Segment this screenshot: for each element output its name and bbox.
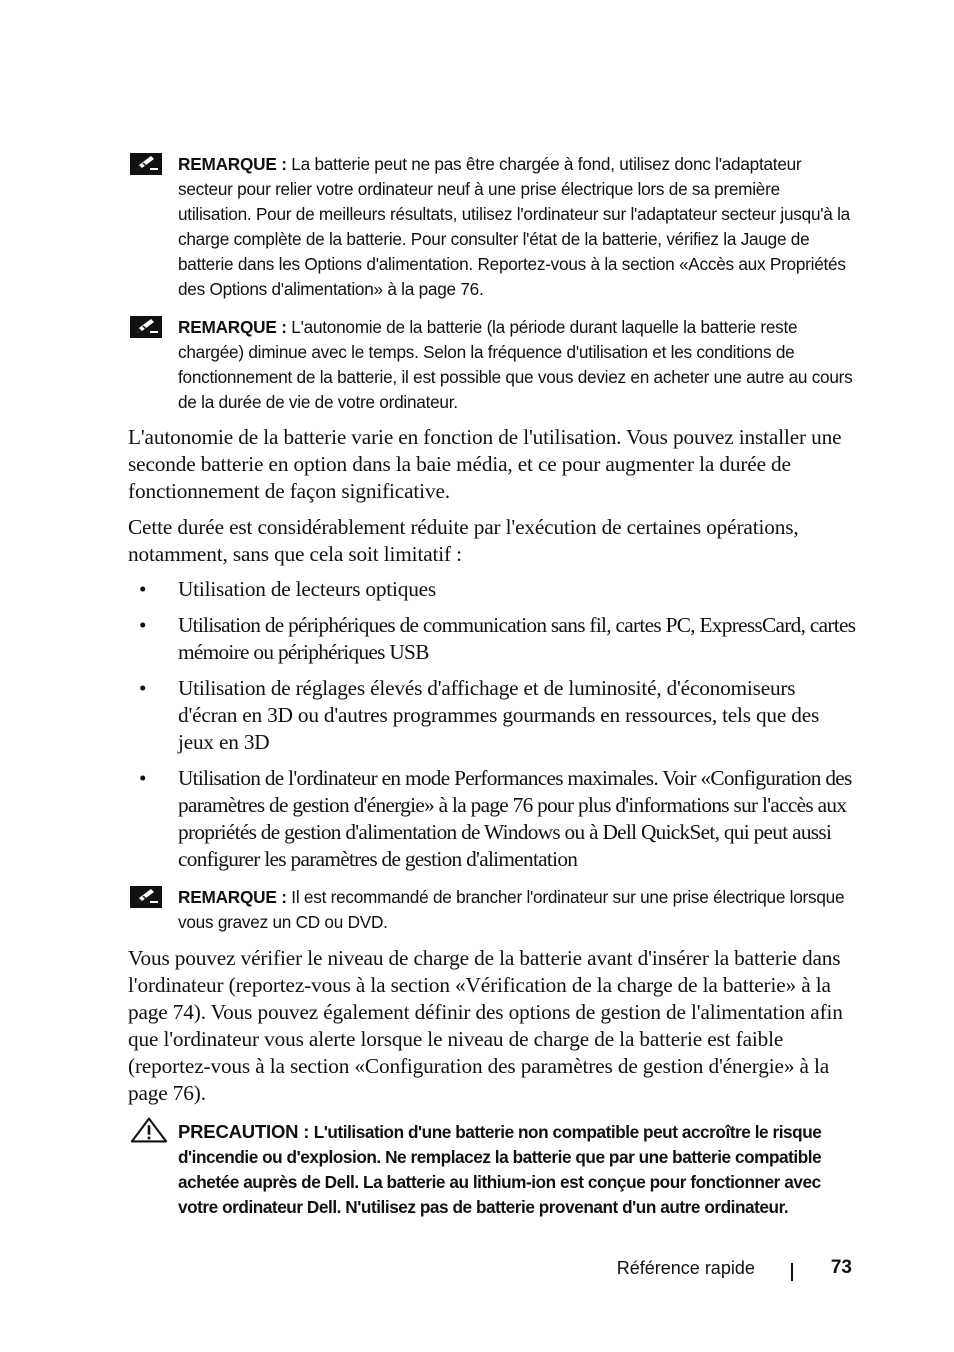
page-footer xyxy=(617,1256,852,1280)
warning-triangle-icon xyxy=(130,1116,168,1144)
paragraph-reduction: Cette durée est considérablement réduite par l'exécution de certaines opérations, notamment, sans que cela soit limitatif : xyxy=(128,515,799,566)
caution-body: L'utilisation d'une batterie non compatible peut accroître le risque d'incendie ou d'explosion. Ne remplacez la batterie que par une batterie compatible achetée auprès de Dell. La batterie au lithium-ion est conçue pour fonctionner avec votre ordinateur Dell. N'utilisez pas de batterie provenant d'un autre ordinateur. xyxy=(178,1122,822,1217)
caution-block xyxy=(130,1119,856,1220)
note-label: REMARQUE : xyxy=(178,317,287,337)
note-body: L'autonomie de la batterie (la période durant laquelle la batterie reste chargée) diminue avec le temps. Selon la fréquence d'utilisation et les conditions de fonctionnement de la batterie, il est possible que vous deviez en acheter une autre au cours de la durée de vie de votre ordinateur. xyxy=(178,317,853,412)
list-item xyxy=(128,675,856,756)
paragraph-charge-check: Vous pouvez vérifier le niveau de charge de la batterie avant d'insérer la batterie dans l'ordinateur (reportez-vous à la section «Vérification de la charge de la batterie» à la page 74). Vous pouvez également définir des options de gestion de l'alimentation afin que l'ordinateur vous alerte lorsque le niveau de charge de la batterie est faible (reportez-vous à la section «Configuration des paramètres de gestion d'énergie» à la page 76). xyxy=(128,946,843,1105)
note-cd-burning xyxy=(130,885,856,935)
note-text xyxy=(178,152,856,302)
pencil-note-icon xyxy=(130,153,162,175)
list-item-text: Utilisation de l'ordinateur en mode Performances maximales. Voir «Configuration des paramètres de gestion d'énergie» à la page 76 pour plus d'informations sur l'accès aux propriétés de gestion d'alimentation de Windows ou à Dell QuickSet, qui peut aussi configurer les paramètres de gestion d'alimentation xyxy=(178,766,852,871)
bullet-dot: • xyxy=(139,577,147,601)
note-body: Il est recommandé de brancher l'ordinateur sur une prise électrique lorsque vous gravez un CD ou DVD. xyxy=(178,887,845,932)
bullet-list xyxy=(128,576,856,882)
footer-section-title: Référence rapide xyxy=(616,1258,755,1278)
paragraph-autonomy: L'autonomie de la batterie varie en fonction de l'utilisation. Vous pouvez installer une seconde batterie en option dans la baie média, et ce pour augmenter la durée de fonctionnement de façon significative. xyxy=(128,425,842,503)
bullet-dot: • xyxy=(139,766,147,790)
pencil-note-icon xyxy=(130,886,162,908)
note-body: La batterie peut ne pas être chargée à fond, utilisez donc l'adaptateur secteur pour relier votre ordinateur neuf à une prise électrique lors de sa première utilisation. Pour de meilleurs résultats, utilisez l'ordinateur sur l'adaptateur secteur jusqu'à la charge complète de la batterie. Pour consulter l'état de la batterie, vérifiez la Jauge de batterie dans les Options d'alimentation. Reportez-vous à la section «Accès aux Propriétés des Options d'alimentation» à la page 76. xyxy=(178,154,850,299)
list-item-text: Utilisation de lecteurs optiques xyxy=(178,577,436,601)
note-label: REMARQUE : xyxy=(178,154,287,174)
list-item-text: Utilisation de périphériques de communication sans fil, cartes PC, ExpressCard, cartes mémoire ou périphériques USB xyxy=(178,613,856,664)
bullet-dot: • xyxy=(139,613,147,637)
caution-text xyxy=(178,1119,856,1220)
note-text xyxy=(178,315,856,415)
page-number: 73 xyxy=(830,1257,852,1278)
pencil-note-icon xyxy=(130,316,162,338)
footer-divider xyxy=(791,1263,793,1281)
bullet-dot: • xyxy=(139,676,147,700)
list-item xyxy=(128,612,856,666)
list-item xyxy=(128,576,856,603)
note-text xyxy=(178,885,856,935)
list-item xyxy=(128,765,856,873)
note-battery-charge xyxy=(130,152,856,302)
note-label: REMARQUE : xyxy=(178,887,287,907)
caution-label: PRECAUTION : xyxy=(178,1121,310,1142)
note-battery-lifetime xyxy=(130,315,856,415)
list-item-text: Utilisation de réglages élevés d'affichage et de luminosité, d'économiseurs d'écran en 3D ou d'autres programmes gourmands en ressources, tels que des jeux en 3D xyxy=(178,676,820,754)
